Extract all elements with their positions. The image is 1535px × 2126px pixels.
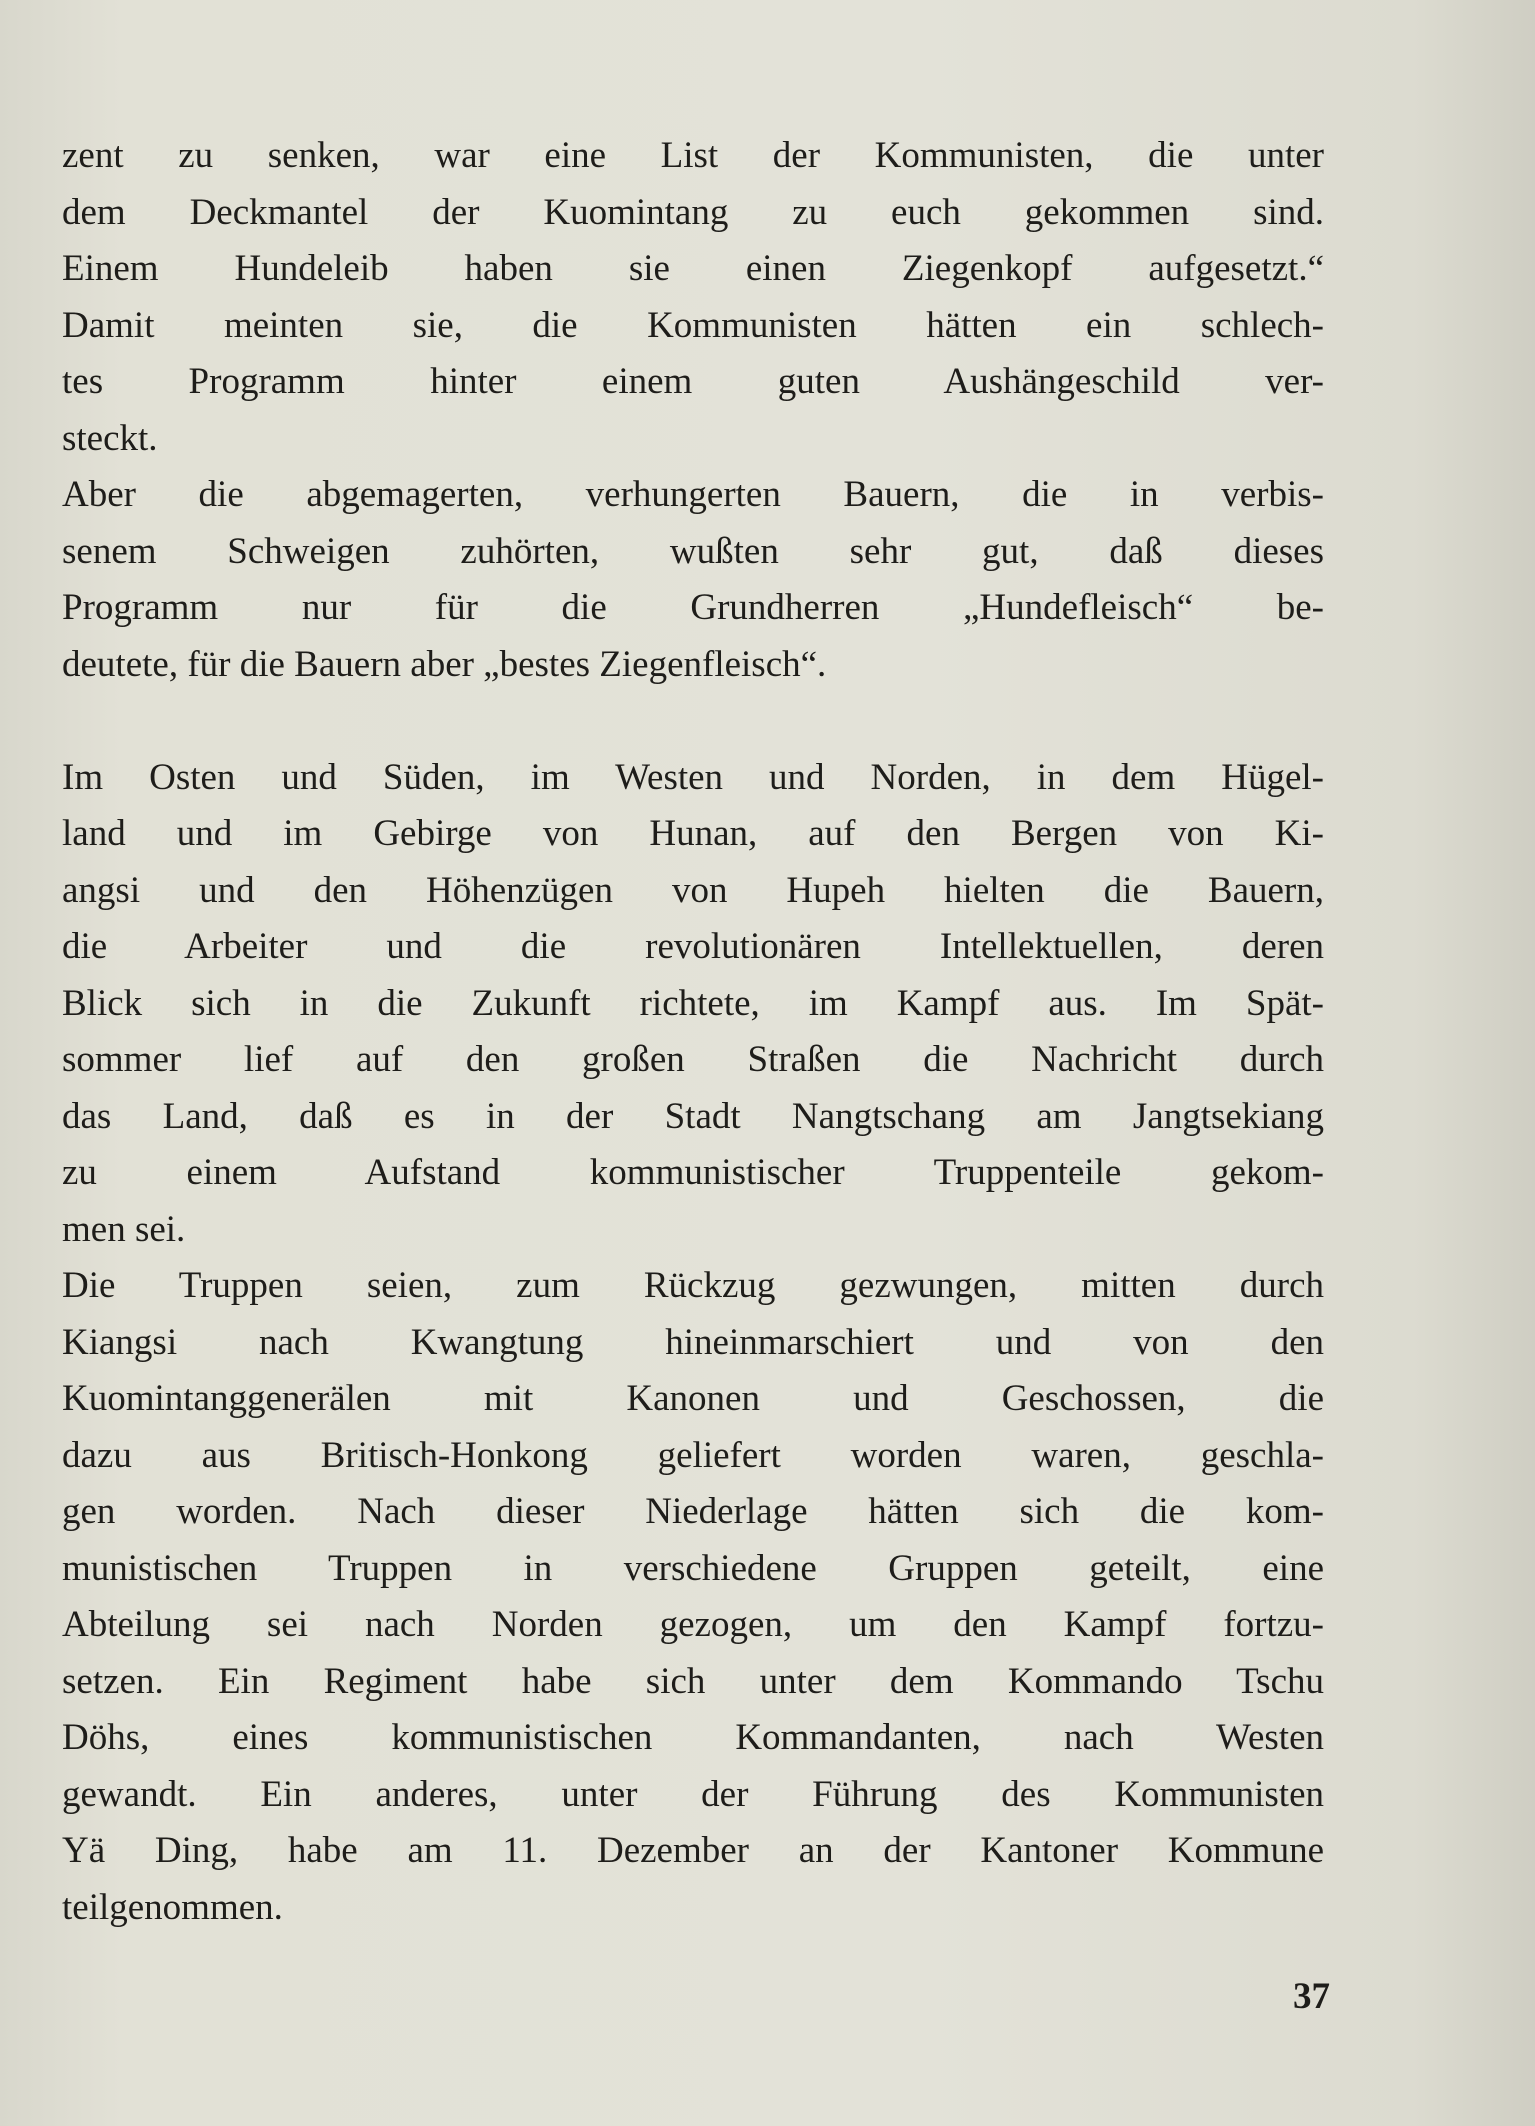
paragraph <box>62 750 1324 1259</box>
text-line: setzen. Ein Regiment habe sich unter dem Kommando Tschu <box>62 1660 1324 1702</box>
text-line: Damit meinten sie, die Kommunisten hätten ein schlech- <box>62 304 1324 346</box>
text-line: Kiangsi nach Kwangtung hineinmarschiert und von den <box>62 1321 1324 1363</box>
paragraph <box>62 467 1324 693</box>
text-line: Aber die abgemagerten, verhungerten Bauern, die in verbis- <box>62 474 1324 515</box>
page-number: 37 <box>1293 1976 1330 2017</box>
text-line: Die Truppen seien, zum Rückzug gezwungen, mitten durch <box>62 1265 1324 1306</box>
text-line: das Land, daß es in der Stadt Nangtschang am Jangtsekiang <box>62 1095 1324 1137</box>
text-line: Einem Hundeleib haben sie einen Ziegenkopf aufgesetzt.“ <box>62 248 1324 289</box>
text-line: teilgenommen. <box>62 1886 283 1928</box>
text-line: Abteilung sei nach Norden gezogen, um den Kampf fortzu- <box>62 1604 1324 1645</box>
text-line: dazu aus Britisch-Honkong geliefert worden waren, geschla- <box>62 1434 1324 1476</box>
text-line: Kuomintanggenerälen mit Kanonen und Geschossen, die <box>62 1378 1324 1419</box>
text-line: zu einem Aufstand kommunistischer Truppenteile gekom- <box>62 1152 1324 1193</box>
text-line: deutete, für die Bauern aber „bestes Ziegenfleisch“. <box>62 643 827 685</box>
text-line: die Arbeiter und die revolutionären Intellektuellen, deren <box>62 926 1324 967</box>
text-line: senem Schweigen zuhörten, wußten sehr gut, daß dieses <box>62 530 1324 572</box>
text-line: angsi und den Höhenzügen von Hupeh hielten die Bauern, <box>62 869 1324 911</box>
text-line: steckt. <box>62 417 158 459</box>
text-line: Yä Ding, habe am 11. Dezember an der Kantoner Kommune <box>62 1830 1324 1871</box>
body-text <box>62 128 1324 1936</box>
text-line: munistischen Truppen in verschiedene Gruppen geteilt, eine <box>62 1547 1324 1589</box>
text-line: land und im Gebirge von Hunan, auf den Bergen von Ki- <box>62 813 1324 854</box>
text-line: dem Deckmantel der Kuomintang zu euch gekommen sind. <box>62 191 1324 233</box>
text-line: Programm nur für die Grundherren „Hundefleisch“ be- <box>62 587 1324 628</box>
text-line: tes Programm hinter einem guten Aushängeschild ver- <box>62 361 1324 402</box>
text-line: gen worden. Nach dieser Niederlage hätten sich die kom- <box>62 1491 1324 1532</box>
text-line: gewandt. Ein anderes, unter der Führung des Kommunisten <box>62 1773 1324 1815</box>
text-line: Döhs, eines kommunistischen Kommandanten, nach Westen <box>62 1717 1324 1758</box>
text-line: sommer lief auf den großen Straßen die Nachricht durch <box>62 1039 1324 1080</box>
text-line: Im Osten und Süden, im Westen und Norden, in dem Hügel- <box>62 756 1324 798</box>
text-line: Blick sich in die Zukunft richtete, im Kampf aus. Im Spät- <box>62 982 1324 1024</box>
paragraph <box>62 128 1324 467</box>
text-line: men sei. <box>62 1208 186 1250</box>
paragraph <box>62 1258 1324 1936</box>
text-line: zent zu senken, war eine List der Kommunisten, die unter <box>62 135 1324 176</box>
paragraph-gap <box>62 693 1324 750</box>
